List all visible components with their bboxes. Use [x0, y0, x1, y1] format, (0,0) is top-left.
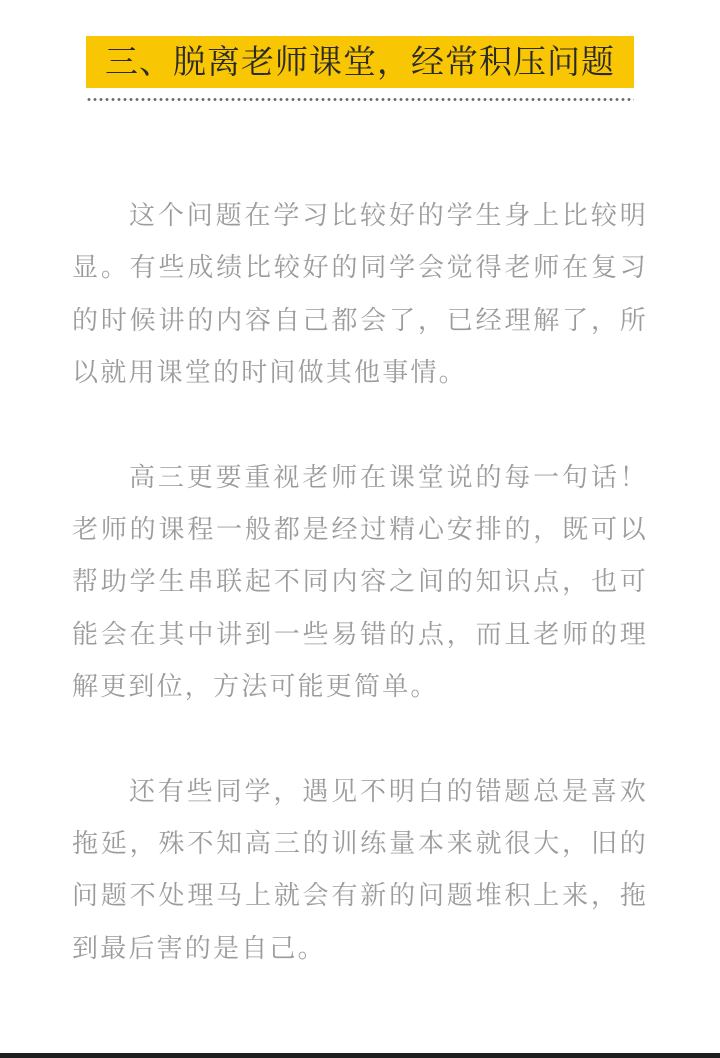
article-body	[72, 190, 648, 975]
paragraph-1: 这个问题在学习比较好的学生身上比较明显。有些成绩比较好的同学会觉得老师在复习的时候讲的内容自己都会了，已经理解了，所以就用课堂的时间做其他事情。	[72, 201, 648, 389]
section-heading-block	[86, 36, 634, 101]
paragraph-2: 高三更要重视老师在课堂说的每一句话！老师的课程一般都是经过精心安排的，既可以帮助学生串联起不同内容之间的知识点，也可能会在其中讲到一些易错的点，而且老师的理解更到位，方法可能更简单。	[72, 462, 648, 703]
section-heading: 三、脱离老师课堂，经常积压问题	[86, 36, 634, 88]
bottom-divider	[0, 1053, 720, 1058]
dotted-divider	[86, 98, 634, 101]
paragraph-3: 还有些同学，遇见不明白的错题总是喜欢拖延，殊不知高三的训练量本来就很大，旧的问题不处理马上就会有新的问题堆积上来，拖到最后害的是自己。	[72, 776, 648, 964]
